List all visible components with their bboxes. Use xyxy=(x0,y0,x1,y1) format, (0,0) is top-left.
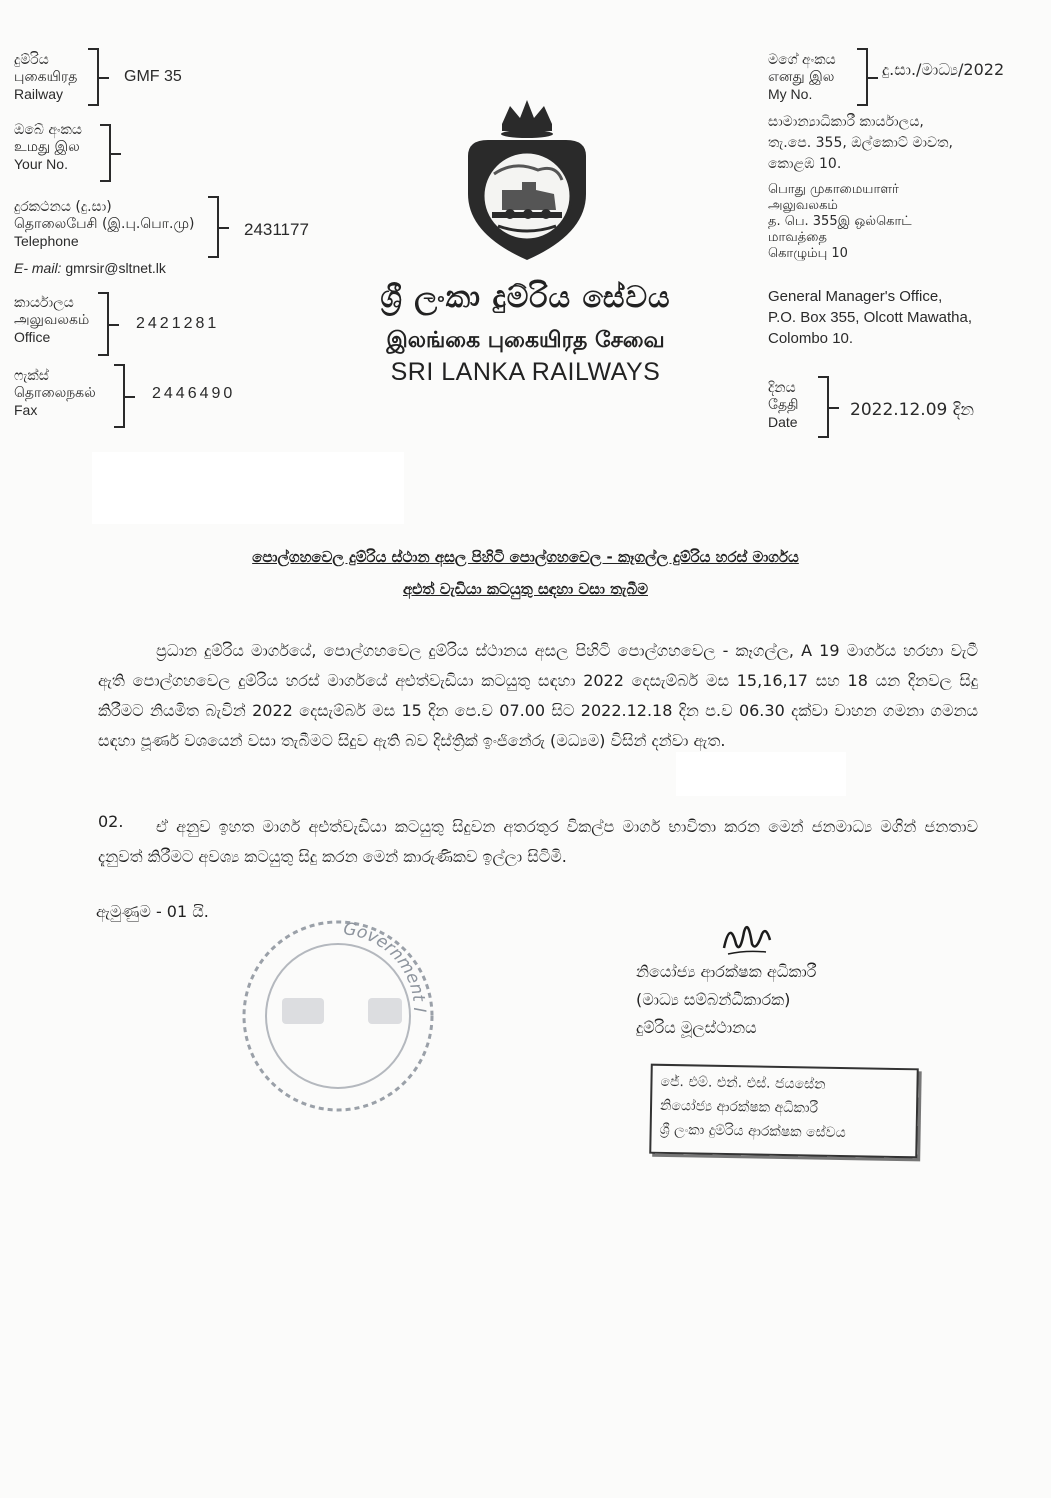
body-paragraph-2: ඒ අනුව ඉහත මාර්ග අළුත්වැඩියා කටයුතු සිදුවන අතරතුර විකල්ප මාර්ග භාවිතා කරන මෙන් ජනමාධ්‍ය මගින් ජනතාව දැනුවත් කිරීමට අවශ්‍ය කටයුතු සිදු කරන මෙන් කාරුණිකව ඉල්ලා සිටිමි. xyxy=(98,817,978,866)
telephone-label xyxy=(14,199,194,250)
date-label-en: Date xyxy=(768,414,798,430)
stamp-line: ශ්‍රී ලංකා දුම්රිය ආරක්ෂක සේවය xyxy=(659,1121,846,1142)
title-tamil: இலங்கை புகையிரத சேவை xyxy=(386,328,665,353)
address-en-line: P.O. Box 355, Olcott Mawatha, xyxy=(768,309,972,326)
my-no-label-ta: எனது இல xyxy=(768,69,835,85)
handwritten-signature xyxy=(716,914,776,962)
my-no-label xyxy=(768,52,836,103)
paragraph-number: 02. xyxy=(98,812,124,831)
your-no-label-ta: உமது இல xyxy=(14,139,80,155)
office-value: 2421281 xyxy=(136,315,220,332)
stamp-line: ජේ. එම්. එන්. එස්. ජයසේන xyxy=(660,1073,826,1093)
railway-label xyxy=(14,52,77,103)
subject-line-1: පොල්ගහවෙල දුම්රිය ස්ථාන අසල පිහිටි පොල්ගහවෙල - කෑගල්ල දුම්රිය හරස් මාර්ගය xyxy=(252,548,799,566)
redacted-text xyxy=(676,752,846,796)
government-seal-icon xyxy=(232,900,444,1120)
your-no-label xyxy=(14,122,82,173)
address-english xyxy=(768,286,972,349)
date-label-si: දිනය xyxy=(768,380,796,396)
address-sinhala xyxy=(768,112,953,175)
my-no-value: දු.සා./මාධ්‍ය/2022 xyxy=(882,60,1005,79)
railway-label-ta: புகையிரத xyxy=(14,69,78,85)
your-no-label-si: ඔබේ අංකය xyxy=(14,122,82,138)
email-label: E- mail: xyxy=(14,260,62,276)
my-no-label-en: My No. xyxy=(768,86,813,102)
my-no-brace xyxy=(857,48,868,106)
your-no-label-en: Your No. xyxy=(14,156,68,172)
signatory-title: නියෝජ්‍ය ආරක්ෂක අධිකාරී xyxy=(636,962,817,981)
fax-label-si: ෆැක්ස් xyxy=(14,368,49,384)
redacted-addressee xyxy=(92,452,404,524)
address-ta-line: கொழும்பு 10 xyxy=(768,246,848,261)
date-value: 2022.12.09 දින xyxy=(850,400,975,420)
name-stamp xyxy=(649,1064,919,1159)
date-brace xyxy=(818,376,829,438)
date-label-ta: தேதி xyxy=(768,397,799,413)
telephone-label-en: Telephone xyxy=(14,233,79,249)
fax-label-ta: தொலைநகல் xyxy=(14,385,96,401)
signatory-office: දුම්රිය මූලස්ථානය xyxy=(636,1018,757,1037)
telephone-label-si: දුරකථනය (දු.සා) xyxy=(14,199,112,215)
title-english: SRI LANKA RAILWAYS xyxy=(390,358,661,386)
address-ta-line: த. பெ. 355இ ஒல்கொட் xyxy=(768,214,912,229)
railway-label-en: Railway xyxy=(14,86,64,102)
signatory-role: (මාධ්‍ය සම්බන්ධීකාරක) xyxy=(636,990,791,1009)
date-label xyxy=(768,380,799,431)
telephone-label-ta: தொலைபேசி (இ.பு.பொ.மு) xyxy=(14,216,195,232)
telephone-brace xyxy=(208,196,219,258)
address-si-line: කොළඹ 10. xyxy=(768,156,842,172)
email-line xyxy=(14,260,166,277)
email-value: gmrsir@sltnet.lk xyxy=(65,260,166,276)
attachment-note: ඇමුණුම - 01 යි. xyxy=(96,902,209,921)
stamp-line: නියෝජ්‍ය ආරක්ෂක අධිකාරී xyxy=(659,1097,819,1117)
subject-line-2: අළුත් වැඩියා කටයුතු සඳහා වසා තැබීම xyxy=(403,580,648,598)
address-ta-line: மாவத்தை xyxy=(768,230,827,245)
your-no-brace xyxy=(100,124,111,182)
body-paragraph-1: ප්‍රධාන දුම්රිය මාර්ගයේ, පොල්ගහවෙල දුම්රිය ස්ථානය අසල පිහිටි පොල්ගහවෙල - කෑගල්ල, A 19 මාර්ගය හරහා වැටී ඇති පොල්ගහවෙල දුම්රිය හරස් මාර්ගයේ අළුත්වැඩියා කටයුතු සඳහා 2022 දෙසැම්බර් මස 15,16,17 සහ 18 යන දිනවල සිදු කිරීමට නියමිත බැවින් 2022 දෙසැම්බර් මස 15 දින පෙ.ව 07.00 සිට 2022.12.18 දින ප.ව 06.30 දක්වා වාහන ගමනා ගමනය සඳහා පූර්ණ වශයෙන් වසා තැබීමට සිදුව ඇති බව දිස්ත්‍රික් ඉංජිනේරු (මධ්‍යම) විසින් දන්වා ඇත. xyxy=(98,641,978,750)
address-ta-line: பொது முகாமையாளர் xyxy=(768,182,899,197)
signatory-block xyxy=(636,958,816,1042)
railway-emblem-icon xyxy=(458,94,596,264)
address-si-line: සාමාන්‍යාධිකාරී කාර්යාලය, xyxy=(768,114,924,130)
railway-brace xyxy=(88,48,99,106)
railway-ref-value: GMF 35 xyxy=(124,68,182,85)
office-label-ta: அலுவலகம் xyxy=(14,312,90,328)
title-sinhala: ශ්‍රී ලංකා දුම්රිය සේවය xyxy=(380,280,671,315)
address-tamil xyxy=(768,182,912,262)
fax-label-en: Fax xyxy=(14,402,38,418)
fax-value: 2446490 xyxy=(152,385,236,402)
seal-text: Government I xyxy=(342,919,430,1013)
address-ta-line: அலுவலகம் xyxy=(768,198,838,213)
telephone-value: 2431177 xyxy=(244,220,309,239)
my-no-label-si: මගේ අංකය xyxy=(768,52,836,68)
address-en-line: General Manager's Office, xyxy=(768,288,943,305)
address-si-line: තැ.පෙ. 355, ඔල්කොට් මාවත, xyxy=(768,135,953,151)
office-label-en: Office xyxy=(14,329,51,345)
address-en-line: Colombo 10. xyxy=(768,330,854,347)
railway-label-si: දුම්රිය xyxy=(14,52,49,68)
office-label-si: කාර්යාලය xyxy=(14,295,74,311)
